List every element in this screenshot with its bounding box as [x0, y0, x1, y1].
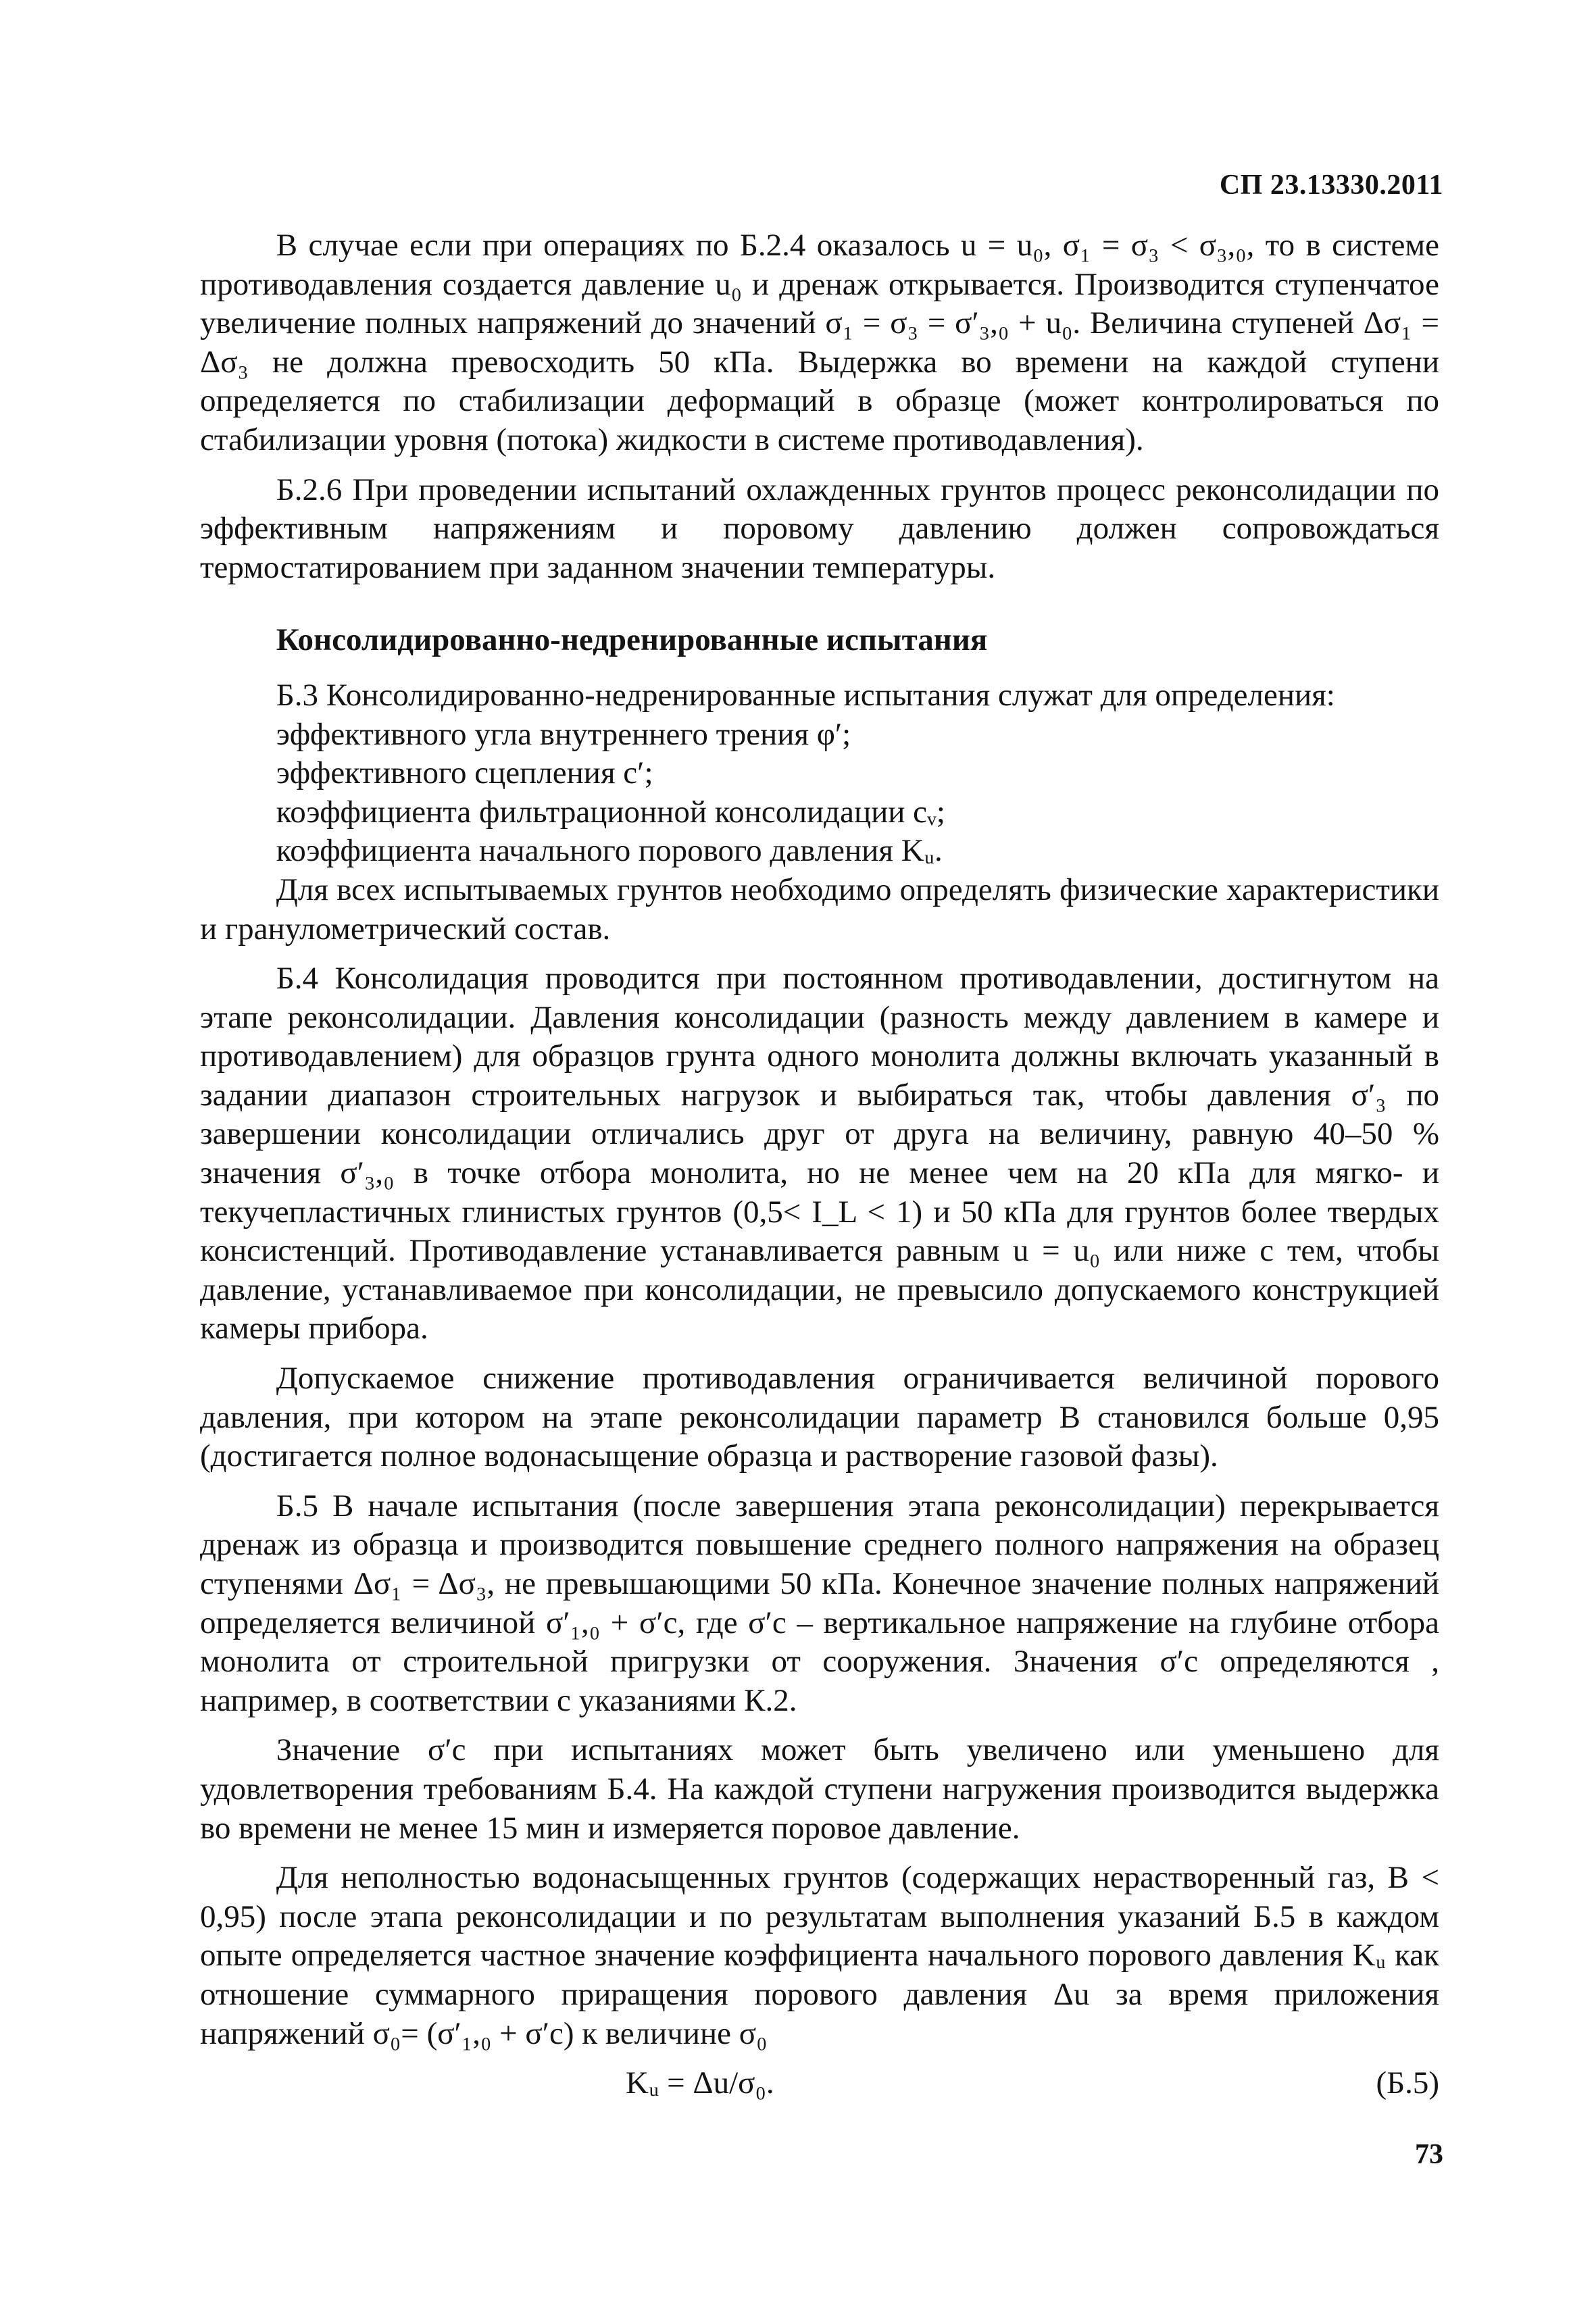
paragraph-b-3: Б.3 Консолидированно-недренированные испытания служат для определения:: [276, 677, 1335, 713]
list-item-consolidation-coefficient: коэффициента фильтрационной консолидации cᵥ;: [276, 794, 945, 830]
paragraph-backpressure: Допускаемое снижение противодавления ограничивается величиной порового давления, при котором на этапе реконсолидации параметр B становился больше 0,95 (достигается полное водонасыщение образца и растворение газовой фазы).: [200, 1361, 1439, 1474]
document-code: СП 23.13330.2011: [1219, 170, 1443, 201]
paragraph-characteristics: Для всех испытываемых грунтов необходимо определять физические характеристики и гранулометрический состав.: [200, 872, 1439, 947]
formula-block: [200, 2064, 1439, 2111]
list-item-pore-pressure-coefficient: коэффициента начального порового давления Kᵤ.: [276, 833, 943, 869]
paragraph-b-5: Б.5 В начале испытания (после завершения этапа реконсолидации) перекрывается дренаж из образца и производится повышение среднего полного напряжения на образец ступенями Δσ₁ = Δσ₃, не превышающими 50 кПа. Конечное значение полных напряжений определяется величиной σ′₁,₀ + σ′c, где σ′c – вертикальное напряжение на глубине отбора монолита от строительной пригрузки от сооружения. Значения σ′c определяются , например, в соответствии с указаниями К.2.: [200, 1488, 1439, 1718]
section-heading: Консолидированно-недренированные испытания: [276, 622, 988, 658]
paragraph-b-2-6: Б.2.6 При проведении испытаний охлажденных грунтов процесс реконсолидации по эффективным напряжениям и поровому давлению должен сопровождаться термостатированием при заданном значении температуры.: [200, 472, 1439, 585]
paragraph-partially-saturated: Для неполностью водонасыщенных грунтов (содержащих нерастворенный газ, B < 0,95) после этапа реконсолидации и по результатам выполнения указаний Б.5 в каждом опыте определяется частное значение коэффициента начального порового давления Kᵤ как отношение суммарного приращения порового давления Δu за время приложения напряжений σ₀= (σ′₁,₀ + σ′c) к величине σ₀: [200, 1860, 1439, 2051]
document-body: [200, 226, 1439, 2111]
page-number: 73: [1415, 2139, 1443, 2170]
list-item-friction-angle: эффективного угла внутреннего трения φ′;: [276, 716, 851, 752]
paragraph-b-4: Б.4 Консолидация проводится при постоянном противодавлении, достигнутом на этапе реконсолидации. Давления консолидации (разность между давлением в камере и противодавлением) для образцов грунта одного монолита должны включать указанный в задании диапазон строительных нагрузок и выбираться так, чтобы давления σ′₃ по завершении консолидации отличались друг от друга на величину, равную 40–50 % значения σ′₃,₀ в точке отбора монолита, но не менее чем на 20 кПа для мягко- и текучепластичных глинистых грунтов (0,5< I_L < 1) и 50 кПа для грунтов более твердых консистенций. Противодавление устанавливается равным u = u₀ или ниже с тем, чтобы давление, устанавливаемое при консолидации, не превысило допускаемого конструкцией камеры прибора.: [200, 961, 1439, 1347]
paragraph-pressure-steps: В случае если при операциях по Б.2.4 оказалось u = u₀, σ₁ = σ₃ < σ₃,₀, то в системе противодавления создается давление u₀ и дренаж открывается. Производится ступенчатое увеличение полных напряжений до значений σ₁ = σ₃ = σ′₃,₀ + u₀. Величина ступеней Δσ₁ = Δσ₃ не должна превосходить 50 кПа. Выдержка во времени на каждой ступени определяется по стабилизации деформаций в образце (может контролироваться по стабилизации уровня (потока) жидкости в системе противодавления).: [200, 228, 1439, 457]
list-item-cohesion: эффективного сцепления c′;: [276, 755, 653, 791]
paragraph-sigma-c: Значение σ′c при испытаниях может быть увеличено или уменьшено для удовлетворения требованиям Б.4. На каждой ступени нагружения производится выдержка во времени не менее 15 мин и измеряется поровое давление.: [200, 1732, 1439, 1846]
formula-expression: Kᵤ = Δu/σ₀.: [626, 2065, 774, 2101]
formula-number: (Б.5): [1376, 2065, 1439, 2101]
